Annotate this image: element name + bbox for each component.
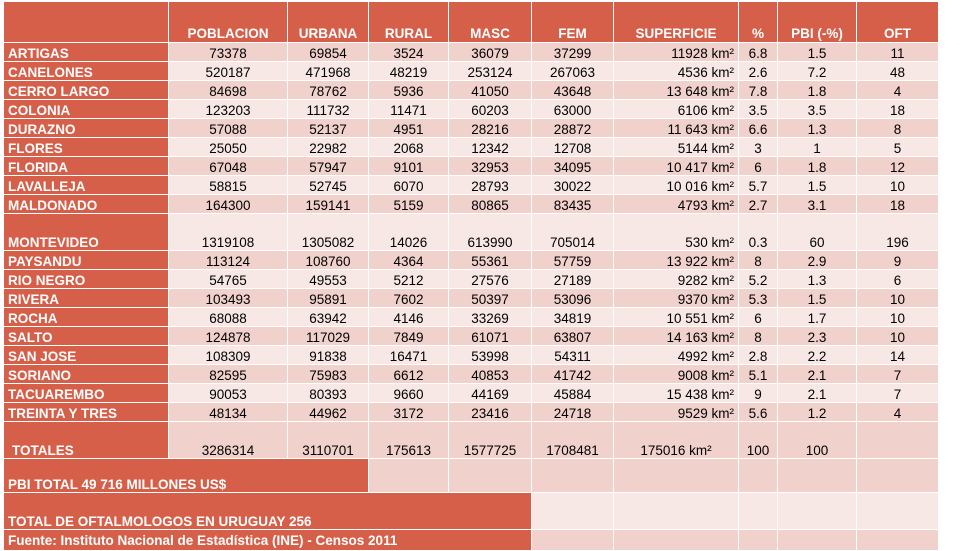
cell-masc: 33269	[449, 308, 532, 327]
empty-cell	[739, 493, 778, 530]
cell-urbana: 91838	[288, 346, 369, 365]
cell-masc: 50397	[449, 289, 532, 308]
department-name: MONTEVIDEO	[4, 214, 169, 251]
cell-masc: 28793	[449, 176, 532, 195]
table-row	[4, 289, 939, 308]
cell-superficie: 4992 km²	[614, 346, 739, 365]
empty-cell	[778, 493, 857, 530]
cell-masc: 613990	[449, 214, 532, 251]
department-name: ARTIGAS	[4, 43, 169, 62]
cell-superficie: 11 643 km²	[614, 119, 739, 138]
department-name: RIO NEGRO	[4, 270, 169, 289]
cell-masc: 32953	[449, 157, 532, 176]
cell-urbana: 57947	[288, 157, 369, 176]
cell-pbi: 2.3	[778, 327, 857, 346]
cell-rural: 11471	[369, 100, 449, 119]
cell-urbana: 159141	[288, 195, 369, 214]
totals-row	[4, 422, 939, 459]
cell-superficie: 11928 km²	[614, 43, 739, 62]
empty-cell	[532, 493, 614, 530]
cell-rural: 14026	[369, 214, 449, 251]
cell-urbana: 44962	[288, 403, 369, 422]
cell-oft: 5	[857, 138, 939, 157]
cell-pbi: 7.2	[778, 62, 857, 81]
empty-cell	[449, 459, 532, 493]
table-row	[4, 43, 939, 62]
cell-rural: 6070	[369, 176, 449, 195]
cell-poblacion: 82595	[169, 365, 288, 384]
cell-rural: 9101	[369, 157, 449, 176]
cell-pbi: 2.2	[778, 346, 857, 365]
cell-pbi: 1.3	[778, 119, 857, 138]
cell-superficie: 10 551 km²	[614, 308, 739, 327]
cell-rural: 4364	[369, 251, 449, 270]
cell-rural: 7849	[369, 327, 449, 346]
cell-poblacion: 48134	[169, 403, 288, 422]
cell-pbi: 1.7	[778, 308, 857, 327]
cell-percent: 2.8	[739, 346, 778, 365]
cell-poblacion: 84698	[169, 81, 288, 100]
cell-oft: 11	[857, 43, 939, 62]
cell-percent: 5.1	[739, 365, 778, 384]
cell-percent: 5.7	[739, 176, 778, 195]
cell-rural: 6612	[369, 365, 449, 384]
empty-cell	[739, 530, 778, 551]
table-row	[4, 119, 939, 138]
empty-cell	[614, 459, 739, 493]
cell-percent: 6	[739, 308, 778, 327]
cell-oft: 12	[857, 157, 939, 176]
cell-masc: 55361	[449, 251, 532, 270]
total-rural: 175613	[369, 422, 449, 459]
cell-fem: 267063	[532, 62, 614, 81]
ophthalmologists-total-label: TOTAL DE OFTALMOLOGOS EN URUGUAY 256	[4, 493, 532, 530]
cell-masc: 12342	[449, 138, 532, 157]
cell-percent: 7.8	[739, 81, 778, 100]
cell-urbana: 1305082	[288, 214, 369, 251]
cell-percent: 3.5	[739, 100, 778, 119]
empty-cell	[369, 459, 449, 493]
cell-masc: 60203	[449, 100, 532, 119]
cell-urbana: 111732	[288, 100, 369, 119]
cell-poblacion: 108309	[169, 346, 288, 365]
cell-superficie: 14 163 km²	[614, 327, 739, 346]
cell-oft: 6	[857, 270, 939, 289]
empty-cell	[778, 530, 857, 551]
header-urbana: URBANA	[288, 2, 369, 43]
department-name: RIVERA	[4, 289, 169, 308]
table-row	[4, 308, 939, 327]
pbi-total-label: PBI TOTAL 49 716 MILLONES US$	[4, 459, 369, 493]
header-rural: RURAL	[369, 2, 449, 43]
cell-poblacion: 73378	[169, 43, 288, 62]
cell-masc: 61071	[449, 327, 532, 346]
department-name: DURAZNO	[4, 119, 169, 138]
table-row	[4, 251, 939, 270]
cell-pbi: 3.1	[778, 195, 857, 214]
cell-fem: 30022	[532, 176, 614, 195]
cell-superficie: 15 438 km²	[614, 384, 739, 403]
cell-fem: 34095	[532, 157, 614, 176]
cell-poblacion: 54765	[169, 270, 288, 289]
department-name: ROCHA	[4, 308, 169, 327]
cell-fem: 54311	[532, 346, 614, 365]
cell-pbi: 2.1	[778, 365, 857, 384]
cell-masc: 80865	[449, 195, 532, 214]
table-row	[4, 214, 939, 251]
empty-cell	[857, 530, 939, 551]
cell-pbi: 2.1	[778, 384, 857, 403]
cell-oft: 18	[857, 195, 939, 214]
cell-pbi: 1.3	[778, 270, 857, 289]
cell-superficie: 9370 km²	[614, 289, 739, 308]
header-row	[4, 2, 939, 43]
cell-poblacion: 90053	[169, 384, 288, 403]
cell-poblacion: 57088	[169, 119, 288, 138]
census-table	[3, 1, 939, 551]
table-row	[4, 346, 939, 365]
cell-poblacion: 164300	[169, 195, 288, 214]
table-row	[4, 384, 939, 403]
cell-urbana: 22982	[288, 138, 369, 157]
cell-urbana: 49553	[288, 270, 369, 289]
cell-urbana: 52137	[288, 119, 369, 138]
total-pbi: 100	[778, 422, 857, 459]
source-note-row	[4, 530, 939, 551]
total-superficie: 175016 km²	[614, 422, 739, 459]
cell-superficie: 13 648 km²	[614, 81, 739, 100]
cell-oft: 10	[857, 176, 939, 195]
cell-masc: 27576	[449, 270, 532, 289]
department-name: FLORES	[4, 138, 169, 157]
cell-superficie: 9282 km²	[614, 270, 739, 289]
cell-masc: 36079	[449, 43, 532, 62]
cell-poblacion: 25050	[169, 138, 288, 157]
table-row	[4, 157, 939, 176]
cell-percent: 8	[739, 327, 778, 346]
cell-rural: 2068	[369, 138, 449, 157]
empty-cell	[857, 493, 939, 530]
total-poblacion: 3286314	[169, 422, 288, 459]
cell-poblacion: 113124	[169, 251, 288, 270]
cell-oft: 196	[857, 214, 939, 251]
department-name: TACUAREMBO	[4, 384, 169, 403]
cell-fem: 41742	[532, 365, 614, 384]
cell-fem: 27189	[532, 270, 614, 289]
department-name: TREINTA Y TRES	[4, 403, 169, 422]
total-fem: 1708481	[532, 422, 614, 459]
cell-percent: 5.3	[739, 289, 778, 308]
cell-fem: 34819	[532, 308, 614, 327]
cell-superficie: 9529 km²	[614, 403, 739, 422]
cell-pbi: 1.5	[778, 176, 857, 195]
cell-urbana: 117029	[288, 327, 369, 346]
cell-urbana: 69854	[288, 43, 369, 62]
cell-fem: 63807	[532, 327, 614, 346]
department-name: SALTO	[4, 327, 169, 346]
department-name: MALDONADO	[4, 195, 169, 214]
cell-rural: 4951	[369, 119, 449, 138]
cell-fem: 45884	[532, 384, 614, 403]
cell-oft: 8	[857, 119, 939, 138]
cell-oft: 10	[857, 308, 939, 327]
empty-cell	[532, 530, 614, 551]
cell-fem: 28872	[532, 119, 614, 138]
department-name: FLORIDA	[4, 157, 169, 176]
cell-poblacion: 1319108	[169, 214, 288, 251]
cell-rural: 7602	[369, 289, 449, 308]
cell-oft: 7	[857, 365, 939, 384]
cell-percent: 8	[739, 251, 778, 270]
cell-pbi: 2.9	[778, 251, 857, 270]
department-name: COLONIA	[4, 100, 169, 119]
cell-pbi: 1.5	[778, 289, 857, 308]
department-name: CANELONES	[4, 62, 169, 81]
cell-poblacion: 123203	[169, 100, 288, 119]
cell-percent: 3	[739, 138, 778, 157]
empty-cell	[614, 530, 739, 551]
cell-fem: 43648	[532, 81, 614, 100]
empty-cell	[532, 459, 614, 493]
department-name: CERRO LARGO	[4, 81, 169, 100]
total-masc: 1577725	[449, 422, 532, 459]
pbi-total-label-row	[4, 459, 939, 493]
cell-oft: 4	[857, 81, 939, 100]
cell-masc: 23416	[449, 403, 532, 422]
header-pbi: PBI (-%)	[778, 2, 857, 43]
header-oft: OFT	[857, 2, 939, 43]
cell-superficie: 10 417 km²	[614, 157, 739, 176]
header-percent: %	[739, 2, 778, 43]
cell-oft: 4	[857, 403, 939, 422]
cell-fem: 63000	[532, 100, 614, 119]
cell-superficie: 10 016 km²	[614, 176, 739, 195]
cell-urbana: 108760	[288, 251, 369, 270]
table-row	[4, 100, 939, 119]
cell-percent: 9	[739, 384, 778, 403]
cell-pbi: 1	[778, 138, 857, 157]
cell-rural: 9660	[369, 384, 449, 403]
cell-urbana: 78762	[288, 81, 369, 100]
empty-cell	[739, 459, 778, 493]
table-row	[4, 81, 939, 100]
cell-urbana: 471968	[288, 62, 369, 81]
cell-poblacion: 103493	[169, 289, 288, 308]
department-name: LAVALLEJA	[4, 176, 169, 195]
department-name: SAN JOSE	[4, 346, 169, 365]
cell-masc: 53998	[449, 346, 532, 365]
cell-masc: 44169	[449, 384, 532, 403]
cell-pbi: 1.8	[778, 157, 857, 176]
cell-fem: 12708	[532, 138, 614, 157]
cell-rural: 4146	[369, 308, 449, 327]
empty-cell	[857, 459, 939, 493]
cell-superficie: 13 922 km²	[614, 251, 739, 270]
cell-percent: 6.8	[739, 43, 778, 62]
header-poblacion: POBLACION	[169, 2, 288, 43]
cell-percent: 6.6	[739, 119, 778, 138]
cell-percent: 5.6	[739, 403, 778, 422]
ophthalmologists-total-label-row	[4, 493, 939, 530]
cell-oft: 14	[857, 346, 939, 365]
total-oft	[857, 422, 939, 459]
cell-rural: 3524	[369, 43, 449, 62]
table-row	[4, 270, 939, 289]
cell-percent: 2.7	[739, 195, 778, 214]
cell-urbana: 80393	[288, 384, 369, 403]
empty-cell	[778, 459, 857, 493]
header-fem: FEM	[532, 2, 614, 43]
table-row	[4, 176, 939, 195]
total-urbana: 3110701	[288, 422, 369, 459]
department-name: SORIANO	[4, 365, 169, 384]
cell-urbana: 95891	[288, 289, 369, 308]
table-row	[4, 62, 939, 81]
cell-masc: 41050	[449, 81, 532, 100]
cell-pbi: 3.5	[778, 100, 857, 119]
cell-superficie: 4793 km²	[614, 195, 739, 214]
cell-percent: 0.3	[739, 214, 778, 251]
cell-oft: 9	[857, 251, 939, 270]
cell-fem: 37299	[532, 43, 614, 62]
cell-oft: 10	[857, 289, 939, 308]
cell-masc: 253124	[449, 62, 532, 81]
cell-superficie: 9008 km²	[614, 365, 739, 384]
cell-pbi: 1.5	[778, 43, 857, 62]
cell-fem: 57759	[532, 251, 614, 270]
cell-rural: 5212	[369, 270, 449, 289]
cell-rural: 5936	[369, 81, 449, 100]
cell-rural: 3172	[369, 403, 449, 422]
header-department	[4, 2, 169, 43]
cell-rural: 48219	[369, 62, 449, 81]
cell-superficie: 530 km²	[614, 214, 739, 251]
cell-fem: 83435	[532, 195, 614, 214]
cell-pbi: 1.8	[778, 81, 857, 100]
table-row	[4, 195, 939, 214]
table-row	[4, 327, 939, 346]
cell-oft: 18	[857, 100, 939, 119]
cell-oft: 48	[857, 62, 939, 81]
empty-cell	[614, 493, 739, 530]
header-superficie: SUPERFICIE	[614, 2, 739, 43]
table-row	[4, 138, 939, 157]
cell-oft: 7	[857, 384, 939, 403]
cell-poblacion: 68088	[169, 308, 288, 327]
cell-urbana: 52745	[288, 176, 369, 195]
cell-fem: 705014	[532, 214, 614, 251]
cell-superficie: 6106 km²	[614, 100, 739, 119]
source-note: Fuente: Instituto Nacional de Estadística (INE) - Censos 2011	[4, 530, 532, 551]
cell-rural: 5159	[369, 195, 449, 214]
cell-poblacion: 124878	[169, 327, 288, 346]
cell-superficie: 5144 km²	[614, 138, 739, 157]
cell-oft: 10	[857, 327, 939, 346]
cell-pbi: 60	[778, 214, 857, 251]
cell-masc: 28216	[449, 119, 532, 138]
cell-rural: 16471	[369, 346, 449, 365]
header-masc: MASC	[449, 2, 532, 43]
cell-fem: 53096	[532, 289, 614, 308]
total-percent: 100	[739, 422, 778, 459]
cell-superficie: 4536 km²	[614, 62, 739, 81]
cell-poblacion: 67048	[169, 157, 288, 176]
table-row	[4, 403, 939, 422]
cell-urbana: 63942	[288, 308, 369, 327]
cell-pbi: 1.2	[778, 403, 857, 422]
cell-masc: 40853	[449, 365, 532, 384]
totals-label: TOTALES	[4, 422, 169, 459]
table-row	[4, 365, 939, 384]
cell-percent: 6	[739, 157, 778, 176]
cell-fem: 24718	[532, 403, 614, 422]
cell-percent: 5.2	[739, 270, 778, 289]
cell-percent: 2.6	[739, 62, 778, 81]
department-name: PAYSANDU	[4, 251, 169, 270]
cell-poblacion: 58815	[169, 176, 288, 195]
cell-poblacion: 520187	[169, 62, 288, 81]
cell-urbana: 75983	[288, 365, 369, 384]
